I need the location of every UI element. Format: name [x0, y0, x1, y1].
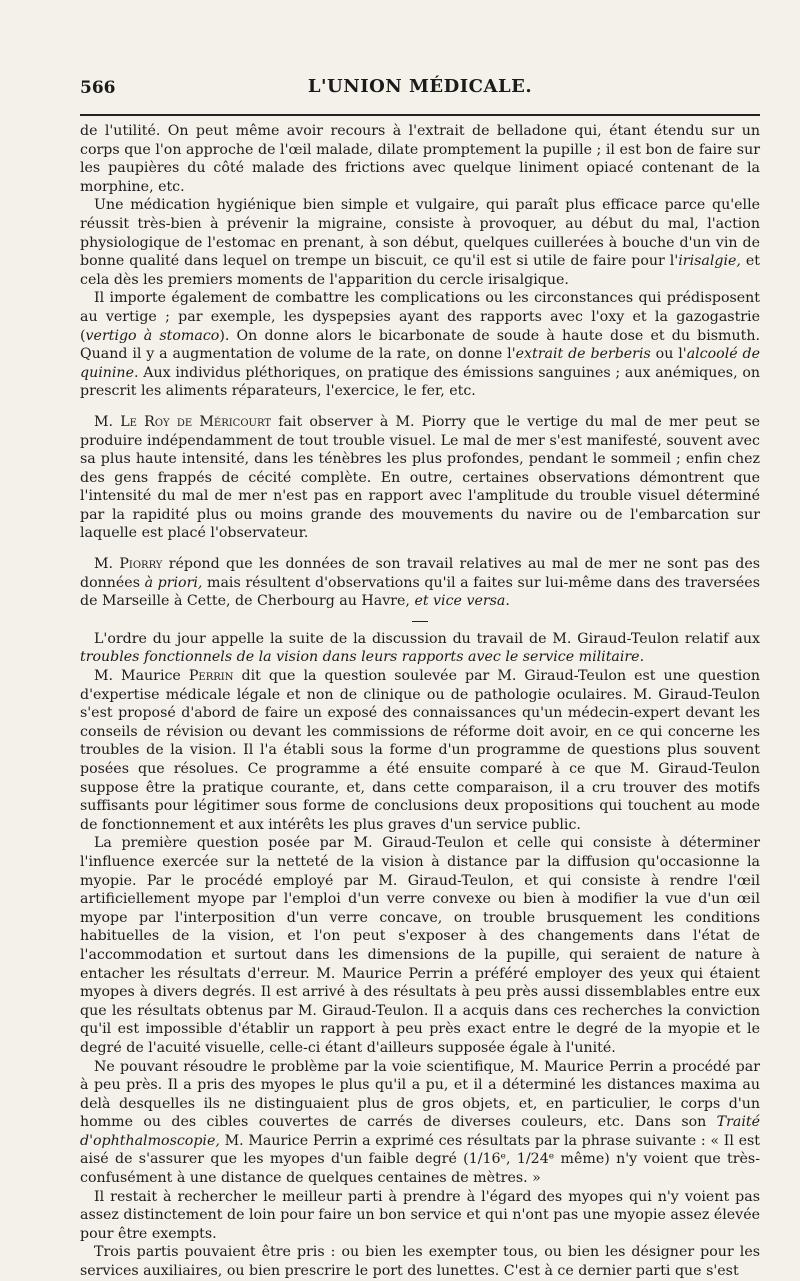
paragraph: Trois partis pouvaient être pris : ou bien les exempter tous, ou bien les désigner pour les services auxiliaires, ou bien prescrire le port des lunettes. C'est à ce dernier parti que s'est	[80, 1244, 760, 1280]
header-rule	[80, 114, 760, 116]
paragraph: Ne pouvant résoudre le problème par la voie scientifique, M. Maurice Perrin a procédé par à peu près. Il a pris des myopes le plus qu'il a pu, et il a déterminé les distances maxima au delà desquelles ils ne distinguaient plus de gros objets, et, en particulier, le corps d'un homme ou des cibles couvertes de carrés de diverses couleurs, etc. Dans son Traité d'ophthalmoscopie, M. Maurice Perrin a exprimé ces résultats par la phrase suivante : « Il est aisé de s'assurer que les myopes d'un faible degré (1/16ᵉ, 1/24ᵉ même) n'y voient que très-confusément à une distance de quelques centaines de mètres. »	[80, 1058, 760, 1187]
paragraph: M. Maurice Perrin dit que la question soulevée par M. Giraud-Teulon est une question d'expertise médicale légale et non de clinique ou de pathologie oculaires. M. Giraud-Teulon s'est proposé d'abord de faire un exposé des connaissances qu'un médecin-expert devant les conseils de révision ou devant les commissions de réforme doit avoir, en ce qui concerne les troubles de la vision. Il l'a établi sous la forme d'un programme de questions plus souvent posées que résolues. Ce programme a été ensuite comparé à ce que M. Giraud-Teulon suppose être la pratique courante, et, dans cette comparaison, il a cru trouver des motifs suffisants pour légitimer sous forme de conclusions deux propositions qui touchent au mode de fonctionnement et aux intérêts les plus graves d'un service public.	[80, 668, 761, 833]
paragraph: Il restait à rechercher le meilleur parti à prendre à l'égard des myopes qui n'y voient pas assez distinctement de loin pour faire un bon service et qui n'ont pas une myopie assez élevée pour être exempts.	[80, 1188, 760, 1242]
page-header	[80, 76, 760, 104]
paragraph: M. Le Roy de Méricourt fait observer à M. Piorry que le vertige du mal de mer peut se produire indépendamment de tout trouble visuel. Le mal de mer s'est manifesté, souvent avec sa plus haute intensité, dans les ténèbres les plus profondes, pendant le sommeil ; enfin chez des gens frappés de cécité complète. En outre, certaines observations démontrent que l'intensité du mal de mer n'est pas en rapport avec l'amplitude du trouble visuel déterminé par la rapidité plus ou moins grande des mouvements du navire ou de l'embarcation sur laquelle est placé l'observateur.	[80, 413, 761, 542]
page-number: 566	[80, 78, 116, 98]
section-separator	[412, 621, 428, 622]
paragraph: de l'utilité. On peut même avoir recours à l'extrait de belladone qui, étant étendu sur un corps que l'on approche de l'œil malade, dilate promptement la pupille ; il est bon de faire sur les paupières du côté malade des frictions avec quelque liniment opiacé contenant de la morphine, etc.	[80, 123, 760, 195]
paragraph: L'ordre du jour appelle la suite de la discussion du travail de M. Giraud-Teulon relatif aux troubles fonctionnels de la vision dans leurs rapports avec le service militaire.	[80, 630, 760, 666]
speaker-name: Le Roy de Méricourt	[120, 413, 271, 430]
paragraph: M. Piorry répond que les données de son travail relatives au mal de mer ne sont pas des données à priori, mais résultent d'observations qu'il a faites sur lui-même dans des traversées de Marseille à Cette, de Cherbourg au Havre, et vice versa.	[80, 556, 760, 610]
paragraph: Une médication hygiénique bien simple et vulgaire, qui paraît plus efficace parce qu'elle réussit très-bien à prévenir la migraine, consiste à provoquer, au début du mal, l'action physiologique de l'estomac en prenant, à son début, quelques cuillerées à bouche d'un vin de bonne qualité dans lequel on trempe un biscuit, ce qu'il est si utile de faire pour l'irisalgie, et cela dès les premiers moments de l'apparition du cercle irisalgique.	[80, 197, 760, 288]
paragraph: Il importe également de combattre les complications ou les circonstances qui prédisposent au vertige ; par exemple, les dyspepsies ayant des rapports avec l'oxy et la gazogastrie (vertigo à stomaco). On donne alors le bicarbonate de soude à haute dose et du bismuth. Quand il y a augmentation de volume de la rate, on donne l'extrait de berberis ou l'alcoolé de quinine. Aux individus pléthoriques, on pratique des émissions sanguines ; aux anémiques, on prescrit les aliments réparateurs, l'exercice, le fer, etc.	[80, 290, 761, 400]
speaker-name: Perrin	[188, 668, 234, 685]
journal-title: L'UNION MÉDICALE.	[307, 76, 533, 97]
article-body	[80, 122, 760, 1281]
speaker-name: Piorry	[119, 556, 163, 573]
paragraph: La première question posée par M. Giraud-Teulon et celle qui consiste à déterminer l'influence exercée sur la netteté de la vision à distance par la diffusion qu'occasionne la myopie. Par le procédé employé par M. Giraud-Teulon, et qui consiste à rendre l'œil artificiellement myope par l'emploi d'un verre convexe ou bien à modifier la vue d'un œil myope par l'interposition d'un verre concave, on trouble brusquement les conditions habituelles de la vision, et l'on peut s'exposer à des changements dans l'état de l'accommodation et surtout dans les dimensions de la pupille, qui seraient de nature à entacher les résultats d'erreur. M. Maurice Perrin a préféré employer des yeux qui étaient myopes à divers degrés. Il est arrivé à des résultats à peu près aussi dissemblables entre eux que les résultats obtenus par M. Giraud-Teulon. Il a acquis dans ces recherches la conviction qu'il est impossible d'établir un rapport à peu près exact entre le degré de la myopie et le degré de l'acuité visuelle, celle-ci étant d'ailleurs supposée égale à l'unité.	[80, 835, 760, 1056]
